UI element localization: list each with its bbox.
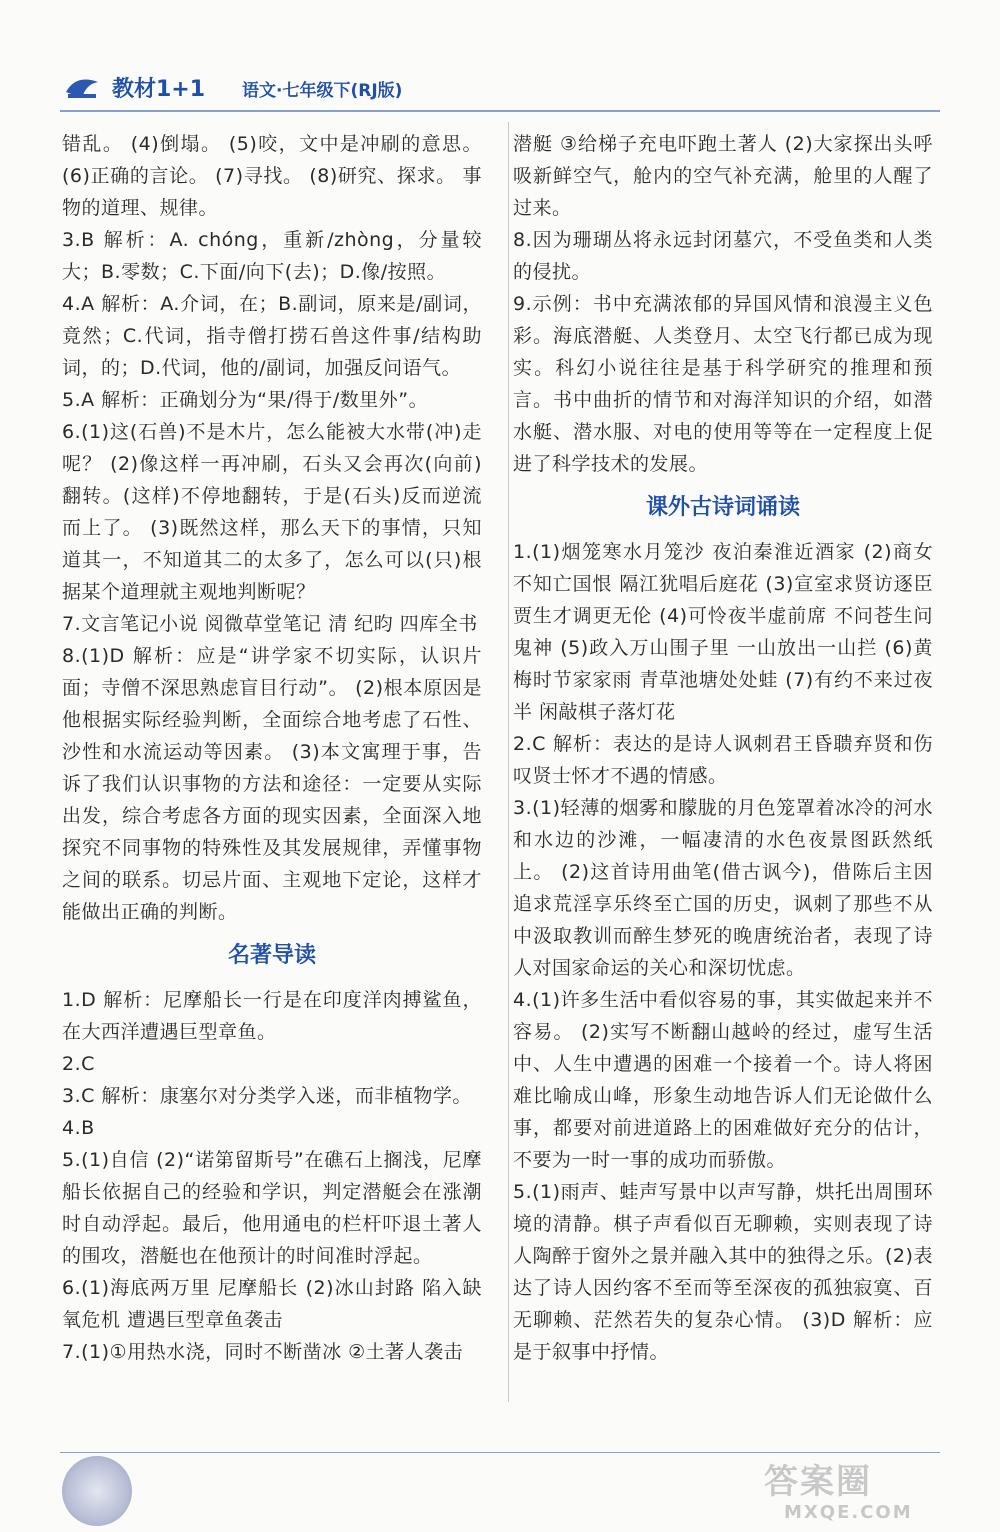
answer-item: 6.(1)这(石兽)不是木片，怎么能被大水带(冲)走呢？ (2)像这样一再冲刷，石头又会再次(向前)翻转。(这样)不停地翻转，于是(石头)反而逆流而上了。 (3)既然这样，那么天下的事情，只知道其一，不知道其二的太多了，怎么可以(只)根据某个道理就主观地判断呢？ [62,421,482,603]
answer-item: 4.(1)许多生活中看似容易的事，其实做起来并不容易。 (2)实写不断翻山越岭的经过，虚写生活中、人生中遭遇的困难一个接着一个。诗人将困难比喻成山峰，形象生动地告诉人们无论做什么事，都要对前进道路上的困难做好充分的估计，不要为一时一事的成功而骄傲。 [513,989,933,1171]
header-divider [60,110,940,112]
answer-item: 5.(1)自信 (2)“诺第留斯号”在礁石上搁浅，尼摩船长依据自己的经验和学识，判定潜艇会在涨潮时自动浮起。最后，他用通电的栏杆吓退土著人的围攻，潜艇也在他预计的时间准时浮起。 [62,1149,482,1267]
column-divider [508,122,509,1402]
subject-title: 语文·七年级下(RJ版) [242,81,403,101]
answer-item: 5.A 解析：正确划分为“果/得于/数里外”。 [62,389,429,411]
answer-item: 4.B [62,1117,95,1139]
brand-title: 教材1+1 [112,77,206,102]
answer-item: 8.(1)D 解析：应是“讲学家不切实际，认识片面；寺僧不深思熟虑盲目行动”。 (2)根本原因是他根据实际经验判断，全面综合地考虑了石性、沙性和水流运动等因素。 (3)本文寓理于事，告诉了我们认识事物的方法和途径：一定要从实际出发，综合考虑各方面的现实因素，全面深入地探究不同事物的特殊性及其发展规律，弄懂事物之间的联系。切忌片面、主观地下定论，这样才能做出正确的判断。 [62,645,482,923]
answer-item: 1.D 解析：尼摩船长一行是在印度洋肉搏鲨鱼，在大西洋遭遇巨型章鱼。 [62,989,482,1043]
page-header [60,68,940,108]
watermark-text: 答案圈 [764,1462,872,1502]
answer-item: 3.(1)轻薄的烟雾和朦胧的月色笼罩着冰冷的河水和水边的沙滩，一幅凄清的水色夜景图跃然纸上。 (2)这首诗用曲笔(借古讽今)，借陈后主因追求荒淫享乐终至亡国的历史，讽刺了那些不从中汲取教训而醉生梦死的晚唐统治者，表现了诗人对国家命运的关心和深切忧虑。 [513,797,933,979]
answer-item: 3.B 解析：A. chóng，重新/zhòng，分量较大；B.零数；C.下面/向下(去)；D.像/按照。 [62,229,482,283]
answer-item: 1.(1)烟笼寒水月笼沙 夜泊秦淮近酒家 (2)商女不知亡国恨 隔江犹唱后庭花 (3)宣室求贤访逐臣 贾生才调更无伦 (4)可怜夜半虚前席 不问苍生问鬼神 (5)政入万山围子里 一山放出一山拦 (6)黄梅时节家家雨 青草池塘处处蛙 (7)有约不来过夜半 闲敲棋子落灯花 [513,541,933,723]
answer-item: 6.(1)海底两万里 尼摩船长 (2)冰山封路 陷入缺氧危机 遭遇巨型章鱼袭击 [62,1277,482,1331]
answer-item: 8.因为珊瑚丛将永远封闭墓穴，不受鱼类和人类的侵扰。 [513,229,933,283]
answer-item: 7.文言笔记小说 阅微草堂笔记 清 纪昀 四库全书 [62,613,478,635]
right-column [513,128,933,1368]
answer-item: 错乱。 (4)倒塌。 (5)咬，文中是冲刷的意思。 (6)正确的言论。 (7)寻找。 (8)研究、探求。 事物的道理、规律。 [62,133,482,219]
answer-item: 7.(1)①用热水浇，同时不断凿冰 ②土著人袭击 [62,1341,464,1363]
answer-item: 潜艇 ③给梯子充电吓跑土著人 (2)大家探出头呼吸新鲜空气，舱内的空气补充满，舱里的人醒了过来。 [513,133,933,219]
footer-divider [60,1452,940,1453]
answer-item: 4.A 解析：A.介词，在；B.副词，原来是/副词，竟然；C.代词，指寺僧打捞石兽这件事/结构助词，的；D.代词，他的/副词，加强反问语气。 [62,293,482,379]
answer-item: 2.C 解析：表达的是诗人讽刺君王昏聩弃贤和伤叹贤士怀才不遇的情感。 [513,733,933,787]
answer-item: 3.C 解析：康塞尔对分类学入迷，而非植物学。 [62,1085,472,1107]
answer-item: 9.示例：书中充满浓郁的异国风情和浪漫主义色彩。海底潜艇、人类登月、太空飞行都已成为现实。科幻小说往往是基于科学研究的推理和预言。书中曲折的情节和对海洋知识的介绍，如潜水艇、潜水服、对电的使用等等在一定程度上促进了科学技术的发展。 [513,293,933,475]
section-title-poems: 课外古诗词诵读 [645,495,800,520]
watermark-url: MXQE.COM [784,1502,913,1523]
left-column [62,128,482,1368]
section-title-classics: 名著导读 [227,943,316,968]
answer-item: 5.(1)雨声、蛙声写景中以声写静，烘托出周围环境的清静。棋子声看似百无聊赖，实则表现了诗人陶醉于窗外之景并融入其中的独得之乐。(2)表达了诗人因约客不至而等至深夜的孤独寂寞、百无聊赖、茫然若失的复杂心情。 (3)D 解析：应是于叙事中抒情。 [513,1181,933,1363]
logo-icon [62,72,102,104]
watermark-logo [764,1462,974,1532]
answer-item: 2.C [62,1053,95,1075]
page-badge-icon [62,1456,132,1526]
